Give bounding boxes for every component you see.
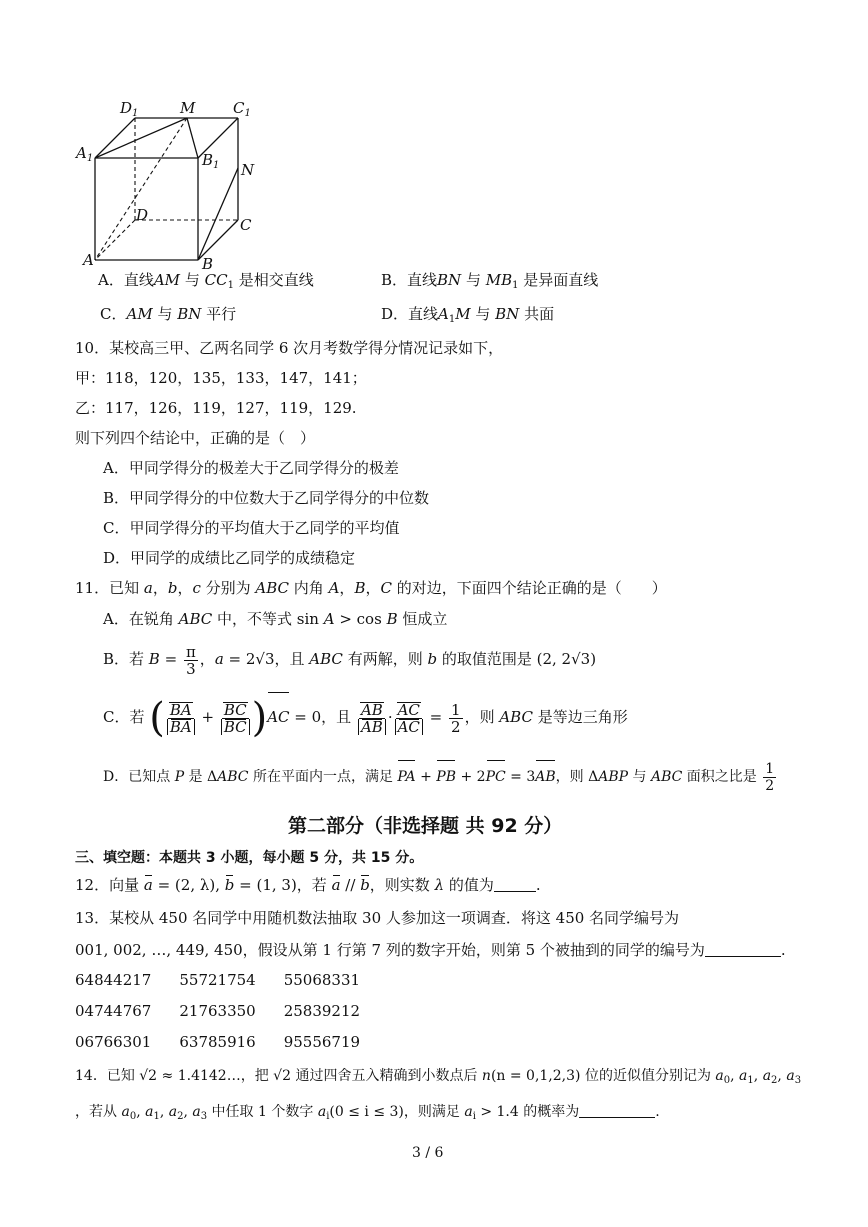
q11-option-a: A．在锐角 ABC 中，不等式 sin A > cos B 恒成立 [103, 610, 448, 628]
q11-option-d: D．已知点 P 是 ΔABC 所在平面内一点，满足 PA + PB + 2PC = 3AB，则 ΔABP 与 ABC 面积之比是 $\frac{1}{2}$ [103, 760, 775, 794]
q14-answer-blank[interactable] [579, 1103, 655, 1118]
q13-line1: 13．某校从 450 名同学中用随机数法抽取 30 人参加这一项调查．将这 450 名同学编号为 [75, 909, 680, 927]
label-a1: $A_1$ [76, 144, 94, 164]
section3-heading: 三、填空题：本题共 3 小题，每小题 5 分，共 15 分。 [75, 850, 424, 866]
q10-ask: 则下列四个结论中，正确的是（ ） [75, 429, 316, 447]
q11-stem: 11．已知 a，b，c 分别为 ABC 内角 A，B，C 的对边，下面四个结论正确的是（ ） [75, 579, 667, 597]
q11-option-c: C．若 ( $\frac{BA}{BA}$ + $\frac{BC}{BC}$ )AC = 0，且 $\frac{AB}{AB}$ · $\frac{AC}{AC}$ = $\frac{1}{2}$ ，则 ABC 是等边三角形 [103, 692, 628, 742]
q12: 12．向量 a = (2, λ), b = (1, 3)，若 a // b，则实数 λ 的值为 . [75, 876, 541, 894]
label-n: N [241, 161, 255, 179]
q9-option-c: C．AM 与 BN 平行 [100, 305, 237, 323]
label-c1: $C_1$ [233, 99, 251, 119]
q9-option-d: D．直线$A_1M$ 与 BN 共面 [381, 305, 555, 325]
q10-option-d: D．甲同学的成绩比乙同学的成绩稳定 [103, 549, 356, 567]
table-row: 06766301 63785916 95556719 [75, 1033, 361, 1051]
page-number: 3 / 6 [412, 1145, 444, 1161]
table-row: 64844217 55721754 55068331 [75, 971, 361, 989]
q10-jia-scores: 甲：118，120，135，133，147，141； [75, 369, 367, 387]
q10-option-a: A．甲同学得分的极差大于乙同学得分的极差 [103, 459, 399, 477]
q9-option-b: B．直线BN 与 $MB_1$ 是异面直线 [381, 271, 599, 291]
label-c: C [240, 216, 252, 234]
label-a: A [83, 251, 94, 269]
q10-stem: 10．某校高三甲、乙两名同学 6 次月考数学得分情况记录如下， [75, 339, 504, 357]
q10-option-c: C．甲同学得分的平均值大于乙同学的平均值 [103, 519, 400, 537]
part2-title: 第二部分（非选择题 共 92 分） [288, 815, 563, 837]
label-d1: $D_1$ [120, 99, 139, 119]
cube-figure [70, 95, 270, 270]
q10-option-b: B．甲同学得分的中位数大于乙同学得分的中位数 [103, 489, 430, 507]
q12-answer-blank[interactable] [494, 877, 536, 892]
q9-option-a: A．直线AM 与 $CC_1$ 是相交直线 [98, 271, 314, 291]
label-m: M [180, 99, 196, 117]
q10-yi-scores: 乙：117，126，119，127，119，129. [75, 399, 357, 417]
label-b1: $B_1$ [202, 151, 220, 171]
q13-line2: 001, 002, …, 449, 450，假设从第 1 行第 7 列的数字开始，则第 5 个被抽到的同学的编号为 . [75, 941, 786, 959]
q14-line2: ，若从 $a_0$, $a_1$, $a_2$, $a_3$ 中任取 1 个数字 $a_i(0 \le i \le 3)$，则满足 $a_i > 1.4$ 的概率为 . [75, 1104, 660, 1122]
q13-answer-blank[interactable] [705, 942, 781, 957]
q11-option-b: B．若 B = $\frac{\pi}{3}$ ，a = 2√3，且 ABC 有两解，则 b 的取值范围是 (2, 2√3) [103, 642, 597, 678]
table-row: 04744767 21763350 25839212 [75, 1002, 361, 1020]
label-b: B [202, 255, 214, 270]
q14-line1: 14．已知 √2 ≈ 1.4142…，把 √2 通过四舍五入精确到小数点后 n(n = 0,1,2,3) 位的近似值分别记为 $a_0$, $a_1$, $a_2$, $a_3$ [75, 1068, 802, 1086]
label-d: D [136, 206, 149, 224]
